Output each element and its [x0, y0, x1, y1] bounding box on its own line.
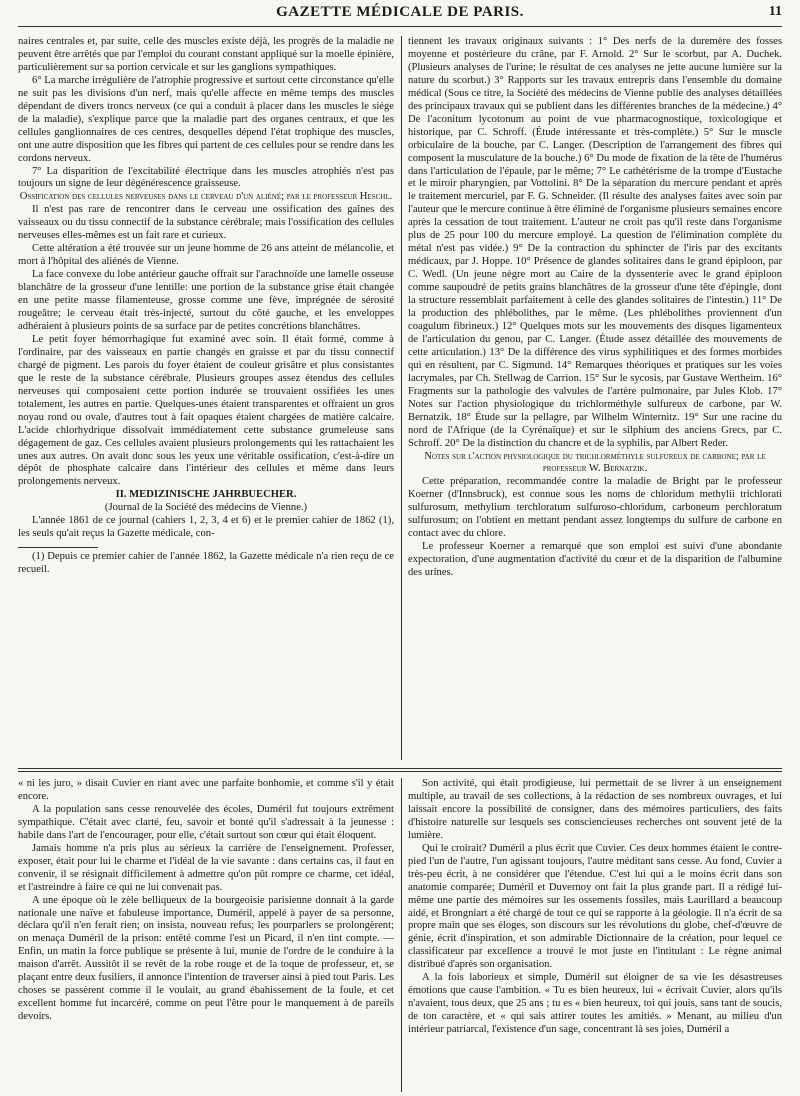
paragraph: L'année 1861 de ce journal (cahiers 1, 2, 3, 4 et 6) et le premier cahier de 1862 (1), les seuls qu'ait reçus la Gazette médicale, con-	[18, 515, 394, 540]
paragraph: Son activité, qui était prodigieuse, lui permettait de se livrer à un enseignement multiple, au travail de ses collections, à la rédaction de ses nombreux ouvrages, et lui laissait encore la possibilité de consigner, dans des mémoires particuliers, des faits d'histoire naturelle sur lesquels ses consciencieuses recherches ont souvent jeté de la lumière.	[408, 778, 782, 841]
paragraph: Cette altération a été trouvée sur un jeune homme de 26 ans atteint de mélancolie, et mort à l'hôpital des aliénés de Vienne.	[18, 243, 394, 268]
paragraph: A la population sans cesse renouvelée des écoles, Duméril fut toujours extrêment sympathique. C'était avec clarté, feu, savoir et bonté qu'il s'adressait à la jeunesse : habile dans l'art de l'encourager, pour elle, c'était surtout son cœur qui était éloquent.	[18, 803, 394, 841]
paragraph: Le professeur Koerner a remarqué que son emploi est suivi d'une abondante expectoration, d'une augmentation d'activité du cœur et de la disparition de l'albumine des urines.	[408, 541, 782, 579]
paragraph: Jamais homme n'a pris plus au sérieux la carrière de l'enseignement. Professer, exposer, était pour lui le charme et l'idéal de la vie savante : dans certains cas, il faut en convenir, il se résignait difficilement à admettre qu'on pût rompre ce charme, cet idéal, et l'astreindre à faire ce qui ne lui convenait pas.	[18, 842, 394, 893]
paragraph: 6° La marche irrégulière de l'atrophie progressive et surtout cette circonstance qu'elle ne suit pas les divisions d'un nerf, mais qu'elle affecte en même temps des muscles dépendant de divers troncs nerveux (ce qui a conduit à placer dans les muscles le siége de la maladie), s'explique parce que la maladie part des organes centraux, et que les cellules ganglionnaires de ces centres, desquelles dépend l'état trophique des muscles, ont une autre disposition que les fibres qui partent de ces cellules pour se rendre dans les cordons nerveux.	[18, 74, 394, 164]
paragraph: Qui le croirait? Duméril a plus écrit que Cuvier. Ces deux hommes étaient le contre-pied l'un de l'autre, l'un agissant toujours, l'autre méditant sans cesse. Au fond, Cuvier a très-peu écrit, à ne considérer que l'étendue. C'est lui qui a le moins écrit dans son anatomie comparée; Duméril et Duvernoy ont fait la plus grande part. Il a rédigé lui-même une partie des mémoires sur les ossements fossiles, mais Laurillard a beaucoup aidé, et Brongniart a été chargé de tout ce qui se rapporte à la géologie. Il n'a écrit de sa propre main que ses éloges, son discours sur les révolutions du globe, chef-d'œuvre de génie, écrit d'inspiration, et son admirable Dictionnaire de la création, pour lequel ce classificateur par excellence a trouvé le mot juste en l'intitulant : Le règne animal distribué d'après son organisation.	[408, 842, 782, 971]
paragraph: La face convexe du lobe antérieur gauche offrait sur l'arachnoïde une lamelle osseuse blanchâtre de la grosseur d'une lentille: une portion de la substance grise était changée en une petite masse filamenteuse, grosse comme une fève, imprégnée de sérosité rougeâtre; le cerveau était très-injecté, surtout du côté gauche, et les enveloppes adhéraient à plusieurs points de sa surface par de petites concrétions blanchâtres.	[18, 269, 394, 332]
paragraph: Il n'est pas rare de rencontrer dans le cerveau une ossification des gaînes des vaisseaux ou du tissu connectif de la substance cérébrale; mais l'ossification des cellules nerveuses elles-mêmes est un fait rare et curieux.	[18, 204, 394, 242]
section-heading: Ossification des cellules nerveuses dans le cerveau d'un aliéné; par le professeur Heschl.	[19, 191, 393, 203]
upper-right-column	[408, 36, 782, 760]
paragraph: naires centrales et, par suite, celle des muscles existe déjà, les progrès de la maladie ne peuvent être arrêtés que par l'emploi du courant constant appliqué sur la moelle épinière, particulièrement sur sa portion cervicale et sur les ganglions sympathiques.	[18, 36, 394, 73]
footnote: (1) Depuis ce premier cahier de l'année 1862, la Gazette médicale n'a rien reçu de ce recueil.	[18, 551, 394, 576]
journal-section-title: II. MEDIZINISCHE JAHRBUECHER.	[115, 489, 297, 501]
footnote-rule	[18, 547, 98, 548]
feuilleton-rule	[18, 768, 782, 769]
paragraph: A la fois laborieux et simple, Duméril sut éloigner de sa vie les désastreuses émotions que cause l'ambition. « Tu es bien heureux, lui « écrivait Cuvier, alors qu'ils n'avaient, tous deux, que 25 ans ; tu es « bien heureux, toi qui jouis, sans tant de soucis, de ton caractère, et « qui sais attirer toutes les amitiés. » Menant, au milieu d'un intérieur patriarcal, l'existence d'un sage, concentrant là ses joies, Duméril a	[408, 972, 782, 1036]
paragraph: A une époque où le zèle belliqueux de la bourgeoisie parisienne donnait à la garde nationale une naïve et fabuleuse importance, Duméril, appelé à payer de sa personne, déclara qu'il n'en ferait rien; on insista, nouveau refus; les pourparlers se prolongèrent; on menaça Duméril de la prison: entêté comme l'est un Picard, il n'en tint compte. — Enfin, un matin la force publique se présente à lui, munie de l'ordre de le conduire à la maison d'arrêt. Aussitôt il se revêt de la robe rouge et de la toque de professeur, et, se plaçant entre deux fusiliers, il annonce l'intention de traverser ainsi à pied tout Paris. Les choses se passèrent comme il le voulait, au grand ébahissement de la foule, et cet excellent homme fut incarcéré, comme on peut l'être pour le manquement à de pareils devoirs.	[18, 894, 394, 1023]
journal-title: GAZETTE MÉDICALE DE PARIS.	[276, 4, 524, 20]
journal-section-subtitle: (Journal de la Société des médecins de Vienne.)	[104, 502, 308, 514]
paragraph: Cette préparation, recommandée contre la maladie de Bright par le professeur Koerner (d'Innsbruck), est connue sous les noms de chloridum methylii trichlorati sulfurosum, methylium terchloratum sulfuroso-chloridum, carboneum perchloratum sulfurosum; on l'obtient en mettant pendant assez longtemps du sulfure de carbone en contact avec du chlore.	[408, 476, 782, 540]
section-heading: Notes sur l'action physiologique du trichlorméthyle sulfureux de carbone; par le professeur W. Bernatzik.	[424, 450, 766, 475]
column-divider	[401, 36, 402, 760]
feuilleton-rule	[18, 771, 782, 772]
paragraph: Le petit foyer hémorrhagique fut examiné avec soin. Il était formé, comme à l'ordinaire, par des vaisseaux en partie changés en graisse et par du tissu connectif chargé de pigment. Les parois du foyer étaient de couleur grisâtre et plus consistantes que le reste de la substance cérébrale. Plusieurs groupes assez étendus des cellules nerveuses qui composaient cette portion indurée se trouvaient ossifiées les unes totalement, les autres en partie. Quelques-unes étaient transparentes et offraient un gros noyau rond ou ovale, d'autres tout à fait opaques étaient chargées de matière calcaire. L'acide chlorhydrique dissolvait immédiatement cette substance grumeleuse sans dégagement de gaz. Ces cellules avaient plusieurs prolongements qui les rattachaient les unes aux autres. On avait donc sous les yeux une véritable ossification, c'est-à-dire un dépôt de phosphate calcaire dans l'intérieur des cellules et même dans leurs prolongements nerveux.	[18, 333, 394, 488]
page-header	[18, 4, 782, 27]
paragraph: 7° La disparition de l'excitabilité électrique dans les muscles atrophiés n'est pas toujours un signe de leur dégénérescence graisseuse.	[18, 165, 394, 190]
paragraph: tiennent les travaux originaux suivants : 1° Des nerfs de la duremère des fosses moyenne et postérieure du crâne, par F. Arnold. 2° Sur le scorbut, par A. Duchek. (Plusieurs analyses de l'urine; le résultat de ces analyses ne jette aucune lumière sur la nature du scorbut.) 3° Rapports sur les travaux entrepris dans l'ensemble du domaine médical (Sous ce titre, la Société des médecins de Vienne publie des analyses détaillées des principaux travaux qui se publient dans les différentes branches de la médecine.) 4° De l'aconitum lycotonum au point de vue pharmacognostique, toxicologique et historique, par C. Schroff. (Étude intéressante et très-complète.) 5° Sur le muscle orbiculaire de la bouche, par C. Langer. (Description de l'arrangement des fibres qui composent la musculature de la bouche.) 6° Du mode de fixation de la tête de l'humérus dans l'articulation de l'épaule, par le même; 7° Le cathétérisme de la trompe d'Eustache et le miroir pharyngien, par Vottolini. 8° De la séparation du mercure pendant et après le traitement mercuriel, par F. G. Schneider. (Il résulte des analyses faites avec soin par l'auteur que le mercure continue à être éliminé de l'organisme plusieurs semaines encore après la cessation de tout traitement. L'auteur ne croit pas qu'il reste dans l'organisme plus de 25 pour 100 du mercure employé. La question de l'élimination complète du métal n'est pas vidée.) 9° De la contraction du sphincter de l'iris par des excitants médicaux, par J. Hoppe. 10° Présence de glandes solitaires dans le grand épiploon, par C. Wedl. (Un jeune nègre mort au Caire de la dyssenterie avec le grand épiploon comme saupoudré de petits grains blanchâtres de la grosseur d'une tête d'épingle, dont la structure ressemblait parfaitement à celle des glandes solitaires de l'intestin.) 11° De la production des phlébolithes, par le même. (Les phlébolithes proviennent d'un coagulum fibrineux.) 12° Quelques mots sur les mouvements des disques ligamenteux de l'articulation du genou, par C. Langer. (Étude assez détaillée des mouvements de cette articulation.) 13° De la différence des virus syphilitiques et des formes morbides qui en résultent, par C. Sigmund. 14° Remarques théoriques et pratiques sur les voies lacrymales, par Ch. Stellwag de Carrion. 15° Sur le sycosis, par Gustave Wertheim. 16° Fragments sur la pathologie des valvules de l'artère pulmonaire, par Jules Klob. 17° Notes sur l'action physiologique du trichlorméthyle sulfureux de carbone, par W. Bernatzik. 18° Étude sur la pellagre, par Wilhelm Winternitz. 19° Sur une racine du nord de l'Afrique (de la Cyrénaïque) et sur le silphium des anciens Grecs, par C. Schroff. 20° De la distinction du chancre et de la syphilis, par Albert Reder.	[408, 36, 782, 449]
lower-left-column	[18, 778, 394, 1092]
page-number: 11	[768, 4, 782, 19]
lower-right-column	[408, 778, 782, 1092]
paragraph: « ni les juro, » disait Cuvier en riant avec une parfaite bonhomie, et comme s'il y était encore.	[18, 778, 394, 802]
column-divider	[401, 778, 402, 1092]
upper-left-column	[18, 36, 394, 760]
